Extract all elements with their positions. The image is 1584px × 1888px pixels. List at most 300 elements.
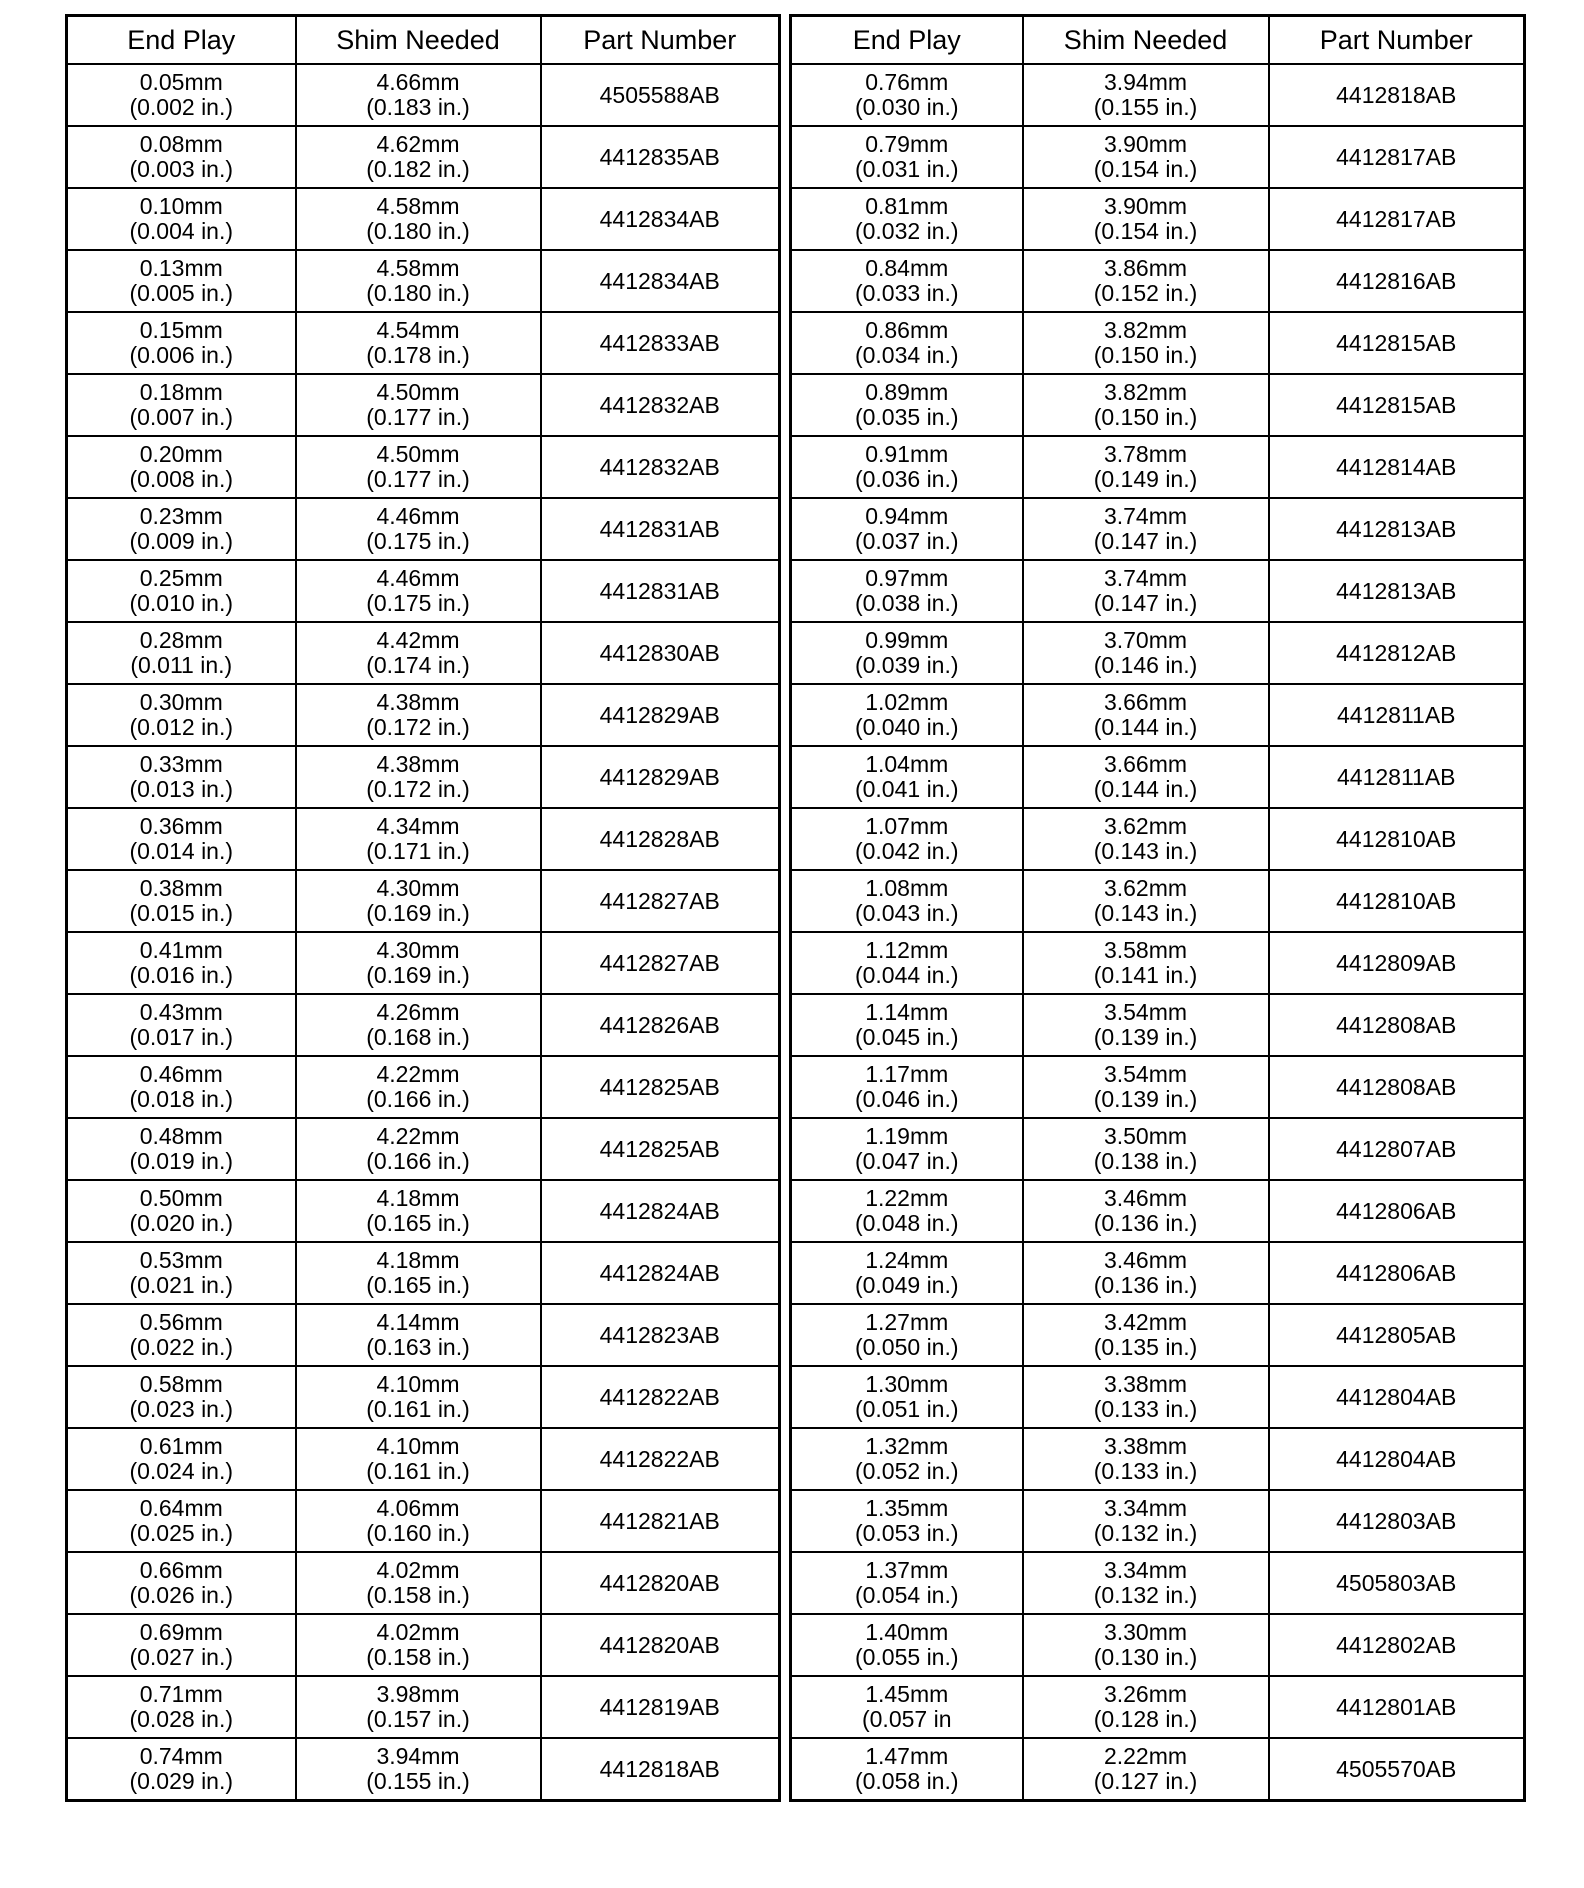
- end-play-in: (0.006 in.): [129, 342, 234, 368]
- shim-needed-in: (0.175 in.): [366, 590, 470, 616]
- end-play-in: (0.010 in.): [129, 590, 234, 616]
- shim-needed-mm: 3.94mm: [1103, 69, 1188, 95]
- end-play-in: (0.027 in.): [129, 1644, 234, 1670]
- end-play-cell: [791, 498, 1023, 560]
- shim-needed-cell: [296, 746, 541, 808]
- end-play-cell: [67, 436, 296, 498]
- table-row: [791, 994, 1525, 1056]
- end-play-mm: 0.48mm: [139, 1123, 223, 1149]
- shim-table-left: [65, 14, 781, 1802]
- shim-needed-cell: [296, 1614, 541, 1676]
- end-play-cell: [791, 64, 1023, 126]
- header-part-number: Part Number: [541, 16, 780, 65]
- end-play-cell: [67, 250, 296, 312]
- shim-needed-cell: [296, 1304, 541, 1366]
- table-row: [791, 312, 1525, 374]
- shim-needed-in: (0.130 in.): [1093, 1644, 1198, 1670]
- end-play-mm: 0.71mm: [139, 1681, 223, 1707]
- table-row: [67, 1490, 780, 1552]
- table-row: [67, 808, 780, 870]
- end-play-mm: 0.41mm: [139, 937, 223, 963]
- table-row: [67, 250, 780, 312]
- shim-needed-mm: 4.18mm: [376, 1247, 460, 1273]
- end-play-cell: [791, 870, 1023, 932]
- end-play-mm: 0.50mm: [139, 1185, 223, 1211]
- shim-needed-cell: [1023, 1118, 1269, 1180]
- end-play-cell: [791, 932, 1023, 994]
- end-play-mm: 1.02mm: [865, 689, 949, 715]
- end-play-mm: 0.38mm: [139, 875, 223, 901]
- end-play-cell: [67, 684, 296, 746]
- shim-needed-cell: [1023, 684, 1269, 746]
- end-play-mm: 0.23mm: [139, 503, 223, 529]
- shim-needed-in: (0.158 in.): [366, 1644, 470, 1670]
- end-play-in: (0.023 in.): [129, 1396, 234, 1422]
- end-play-mm: 0.79mm: [865, 131, 949, 157]
- shim-needed-mm: 3.78mm: [1103, 441, 1188, 467]
- part-number-cell: 4412801AB: [1269, 1676, 1525, 1738]
- end-play-mm: 0.43mm: [139, 999, 223, 1025]
- table-row: [67, 1366, 780, 1428]
- shim-needed-mm: 3.42mm: [1103, 1309, 1188, 1335]
- end-play-mm: 0.74mm: [139, 1743, 223, 1769]
- shim-needed-in: (0.144 in.): [1093, 776, 1198, 802]
- end-play-cell: [791, 1366, 1023, 1428]
- table-row: [791, 1676, 1525, 1738]
- shim-needed-cell: [1023, 1552, 1269, 1614]
- part-number-cell: 4412804AB: [1269, 1366, 1525, 1428]
- shim-needed-in: (0.177 in.): [366, 404, 470, 430]
- end-play-mm: 0.91mm: [865, 441, 949, 467]
- part-number-cell: 4412831AB: [541, 560, 780, 622]
- shim-needed-mm: 4.38mm: [376, 751, 460, 777]
- shim-needed-mm: 3.98mm: [376, 1681, 460, 1707]
- part-number-cell: 4412815AB: [1269, 312, 1525, 374]
- shim-needed-cell: [296, 312, 541, 374]
- end-play-cell: [67, 1738, 296, 1801]
- shim-needed-mm: 2.22mm: [1103, 1743, 1188, 1769]
- part-number-cell: 4412826AB: [541, 994, 780, 1056]
- table-row: [791, 126, 1525, 188]
- end-play-cell: [791, 622, 1023, 684]
- end-play-mm: 0.36mm: [139, 813, 223, 839]
- end-play-in: (0.038 in.): [854, 590, 959, 616]
- part-number-cell: 4505588AB: [541, 64, 780, 126]
- end-play-in: (0.016 in.): [129, 962, 234, 988]
- end-play-cell: [791, 1490, 1023, 1552]
- shim-needed-cell: [1023, 64, 1269, 126]
- end-play-in: (0.044 in.): [854, 962, 959, 988]
- shim-needed-mm: 3.34mm: [1103, 1495, 1188, 1521]
- end-play-cell: [67, 498, 296, 560]
- part-number-cell: 4412822AB: [541, 1366, 780, 1428]
- shim-needed-in: (0.154 in.): [1093, 156, 1198, 182]
- shim-needed-in: (0.157 in.): [366, 1706, 470, 1732]
- shim-needed-mm: 4.02mm: [376, 1557, 460, 1583]
- end-play-mm: 1.12mm: [865, 937, 949, 963]
- end-play-in: (0.031 in.): [854, 156, 959, 182]
- table-row: [791, 188, 1525, 250]
- table-row: [67, 312, 780, 374]
- table-row: [791, 374, 1525, 436]
- shim-needed-mm: 4.50mm: [376, 379, 460, 405]
- part-number-cell: 4412827AB: [541, 932, 780, 994]
- shim-needed-in: (0.139 in.): [1093, 1086, 1198, 1112]
- shim-needed-mm: 4.38mm: [376, 689, 460, 715]
- shim-needed-in: (0.154 in.): [1093, 218, 1198, 244]
- part-number-cell: 4412817AB: [1269, 188, 1525, 250]
- shim-needed-mm: 4.30mm: [376, 875, 460, 901]
- shim-needed-cell: [1023, 312, 1269, 374]
- end-play-mm: 0.25mm: [139, 565, 223, 591]
- shim-needed-in: (0.169 in.): [366, 900, 470, 926]
- shim-needed-mm: 4.22mm: [376, 1123, 460, 1149]
- shim-needed-cell: [296, 1490, 541, 1552]
- shim-needed-mm: 4.30mm: [376, 937, 460, 963]
- part-number-cell: 4412830AB: [541, 622, 780, 684]
- part-number-cell: 4412807AB: [1269, 1118, 1525, 1180]
- end-play-cell: [791, 374, 1023, 436]
- part-number-cell: 4412809AB: [1269, 932, 1525, 994]
- table-row: [67, 684, 780, 746]
- table-row: [791, 746, 1525, 808]
- end-play-in: (0.035 in.): [854, 404, 959, 430]
- shim-needed-mm: 4.58mm: [376, 255, 460, 281]
- shim-needed-in: (0.165 in.): [366, 1210, 470, 1236]
- table-row: [67, 1428, 780, 1490]
- shim-needed-mm: 4.66mm: [376, 69, 460, 95]
- table-row: [791, 1180, 1525, 1242]
- shim-needed-cell: [296, 808, 541, 870]
- shim-needed-cell: [296, 250, 541, 312]
- end-play-cell: [791, 684, 1023, 746]
- end-play-cell: [67, 1676, 296, 1738]
- part-number-cell: 4412822AB: [541, 1428, 780, 1490]
- shim-needed-cell: [1023, 808, 1269, 870]
- end-play-mm: 0.56mm: [139, 1309, 223, 1335]
- table-row: [791, 1242, 1525, 1304]
- end-play-mm: 1.35mm: [865, 1495, 949, 1521]
- shim-needed-cell: [296, 1428, 541, 1490]
- end-play-cell: [791, 188, 1023, 250]
- end-play-mm: 0.66mm: [139, 1557, 223, 1583]
- shim-needed-mm: 3.30mm: [1103, 1619, 1188, 1645]
- end-play-cell: [791, 1614, 1023, 1676]
- end-play-in: (0.055 in.): [854, 1644, 959, 1670]
- end-play-cell: [67, 1242, 296, 1304]
- end-play-mm: 0.10mm: [139, 193, 223, 219]
- end-play-mm: 0.69mm: [139, 1619, 223, 1645]
- end-play-in: (0.032 in.): [854, 218, 959, 244]
- table-row: [791, 1490, 1525, 1552]
- shim-needed-cell: [1023, 1490, 1269, 1552]
- table-row: [67, 1552, 780, 1614]
- shim-needed-in: (0.158 in.): [366, 1582, 470, 1608]
- shim-needed-mm: 4.54mm: [376, 317, 460, 343]
- part-number-cell: 4412810AB: [1269, 808, 1525, 870]
- table-row: [67, 622, 780, 684]
- table-row: [791, 1304, 1525, 1366]
- end-play-in: (0.042 in.): [854, 838, 959, 864]
- shim-needed-mm: 4.26mm: [376, 999, 460, 1025]
- shim-needed-cell: [296, 870, 541, 932]
- shim-needed-mm: 4.50mm: [376, 441, 460, 467]
- end-play-mm: 1.27mm: [865, 1309, 949, 1335]
- end-play-in: (0.045 in.): [854, 1024, 959, 1050]
- end-play-mm: 1.24mm: [865, 1247, 949, 1273]
- shim-needed-cell: [296, 436, 541, 498]
- end-play-cell: [67, 746, 296, 808]
- part-number-cell: 4412808AB: [1269, 994, 1525, 1056]
- part-number-cell: 4412806AB: [1269, 1242, 1525, 1304]
- shim-needed-cell: [296, 560, 541, 622]
- end-play-mm: 0.97mm: [865, 565, 949, 591]
- end-play-cell: [67, 994, 296, 1056]
- shim-needed-in: (0.161 in.): [366, 1458, 470, 1484]
- shim-needed-in: (0.127 in.): [1093, 1768, 1198, 1794]
- table-row: [67, 994, 780, 1056]
- shim-needed-in: (0.132 in.): [1093, 1520, 1198, 1546]
- end-play-mm: 1.04mm: [865, 751, 949, 777]
- end-play-cell: [67, 1490, 296, 1552]
- end-play-cell: [67, 374, 296, 436]
- shim-needed-mm: 3.86mm: [1103, 255, 1188, 281]
- header-shim-needed: Shim Needed: [296, 16, 541, 65]
- part-number-cell: 4412829AB: [541, 684, 780, 746]
- shim-needed-in: (0.163 in.): [366, 1334, 470, 1360]
- part-number-cell: 4412811AB: [1269, 684, 1525, 746]
- shim-needed-in: (0.166 in.): [366, 1086, 470, 1112]
- shim-needed-cell: [1023, 746, 1269, 808]
- table-row: [791, 498, 1525, 560]
- part-number-cell: 4412806AB: [1269, 1180, 1525, 1242]
- shim-needed-mm: 3.90mm: [1103, 193, 1188, 219]
- table-row: [791, 250, 1525, 312]
- end-play-cell: [791, 560, 1023, 622]
- table-row: [791, 1056, 1525, 1118]
- shim-needed-cell: [296, 498, 541, 560]
- shim-needed-in: (0.147 in.): [1093, 590, 1198, 616]
- table-row: [67, 1180, 780, 1242]
- shim-needed-mm: 4.18mm: [376, 1185, 460, 1211]
- end-play-cell: [791, 250, 1023, 312]
- part-number-cell: 4412811AB: [1269, 746, 1525, 808]
- table-row: [791, 436, 1525, 498]
- end-play-in: (0.040 in.): [854, 714, 959, 740]
- shim-needed-in: (0.155 in.): [1093, 94, 1198, 120]
- shim-needed-cell: [1023, 1676, 1269, 1738]
- part-number-cell: 4412814AB: [1269, 436, 1525, 498]
- table-row: [67, 932, 780, 994]
- shim-needed-mm: 3.70mm: [1103, 627, 1188, 653]
- end-play-cell: [791, 436, 1023, 498]
- shim-needed-in: (0.136 in.): [1093, 1210, 1198, 1236]
- end-play-in: (0.020 in.): [129, 1210, 234, 1236]
- end-play-in: (0.017 in.): [129, 1024, 234, 1050]
- end-play-in: (0.030 in.): [854, 94, 959, 120]
- shim-needed-cell: [1023, 188, 1269, 250]
- end-play-in: (0.021 in.): [129, 1272, 234, 1298]
- end-play-in: (0.039 in.): [854, 652, 959, 678]
- part-number-cell: 4412818AB: [1269, 64, 1525, 126]
- shim-needed-mm: 3.66mm: [1103, 751, 1188, 777]
- end-play-mm: 0.08mm: [139, 131, 223, 157]
- end-play-cell: [791, 312, 1023, 374]
- shim-needed-cell: [1023, 1056, 1269, 1118]
- end-play-in: (0.002 in.): [129, 94, 234, 120]
- shim-needed-in: (0.152 in.): [1093, 280, 1198, 306]
- table-row: [67, 1676, 780, 1738]
- table-row: [67, 1304, 780, 1366]
- shim-needed-mm: 4.10mm: [376, 1433, 460, 1459]
- table-row: [791, 1552, 1525, 1614]
- table-row: [791, 1118, 1525, 1180]
- end-play-mm: 0.86mm: [865, 317, 949, 343]
- table-row: [67, 126, 780, 188]
- end-play-cell: [791, 1242, 1023, 1304]
- table-row: [791, 932, 1525, 994]
- shim-needed-cell: [1023, 250, 1269, 312]
- table-row: [791, 870, 1525, 932]
- part-number-cell: 4412816AB: [1269, 250, 1525, 312]
- shim-needed-in: (0.180 in.): [366, 280, 470, 306]
- end-play-mm: 0.53mm: [139, 1247, 223, 1273]
- part-number-cell: 4412821AB: [541, 1490, 780, 1552]
- header-end-play: End Play: [67, 16, 296, 65]
- shim-needed-cell: [296, 1180, 541, 1242]
- end-play-cell: [791, 994, 1023, 1056]
- shim-needed-cell: [296, 1552, 541, 1614]
- shim-needed-cell: [296, 684, 541, 746]
- part-number-cell: 4412813AB: [1269, 498, 1525, 560]
- shim-needed-in: (0.180 in.): [366, 218, 470, 244]
- shim-needed-cell: [1023, 994, 1269, 1056]
- end-play-cell: [791, 1056, 1023, 1118]
- end-play-in: (0.005 in.): [129, 280, 234, 306]
- part-number-cell: 4412819AB: [541, 1676, 780, 1738]
- part-number-cell: 4412808AB: [1269, 1056, 1525, 1118]
- header-row: [791, 16, 1525, 65]
- end-play-cell: [791, 1304, 1023, 1366]
- end-play-in: (0.050 in.): [854, 1334, 959, 1360]
- end-play-mm: 1.17mm: [865, 1061, 949, 1087]
- end-play-cell: [791, 1428, 1023, 1490]
- shim-needed-in: (0.171 in.): [366, 838, 470, 864]
- end-play-in: (0.046 in.): [854, 1086, 959, 1112]
- shim-needed-in: (0.128 in.): [1093, 1706, 1198, 1732]
- shim-needed-mm: 3.54mm: [1103, 1061, 1188, 1087]
- shim-needed-mm: 4.14mm: [376, 1309, 460, 1335]
- end-play-mm: 0.89mm: [865, 379, 949, 405]
- shim-needed-in: (0.139 in.): [1093, 1024, 1198, 1050]
- part-number-cell: 4412803AB: [1269, 1490, 1525, 1552]
- shim-needed-mm: 3.66mm: [1103, 689, 1188, 715]
- part-number-cell: 4412832AB: [541, 374, 780, 436]
- end-play-mm: 1.47mm: [865, 1743, 949, 1769]
- end-play-in: (0.018 in.): [129, 1086, 234, 1112]
- part-number-cell: 4412834AB: [541, 250, 780, 312]
- shim-needed-mm: 3.46mm: [1103, 1247, 1188, 1273]
- part-number-cell: 4412802AB: [1269, 1614, 1525, 1676]
- end-play-mm: 0.94mm: [865, 503, 949, 529]
- part-number-cell: 4412829AB: [541, 746, 780, 808]
- shim-needed-in: (0.144 in.): [1093, 714, 1198, 740]
- shim-needed-mm: 3.62mm: [1103, 813, 1188, 839]
- end-play-in: (0.043 in.): [854, 900, 959, 926]
- end-play-in: (0.047 in.): [854, 1148, 959, 1174]
- shim-needed-cell: [1023, 1738, 1269, 1801]
- end-play-in: (0.007 in.): [129, 404, 234, 430]
- shim-needed-cell: [296, 126, 541, 188]
- shim-needed-mm: 3.38mm: [1103, 1371, 1188, 1397]
- end-play-in: (0.051 in.): [854, 1396, 959, 1422]
- shim-needed-mm: 4.62mm: [376, 131, 460, 157]
- table-row: [791, 1428, 1525, 1490]
- part-number-cell: 4412810AB: [1269, 870, 1525, 932]
- end-play-in: (0.025 in.): [129, 1520, 234, 1546]
- end-play-mm: 0.46mm: [139, 1061, 223, 1087]
- table-row: [67, 1242, 780, 1304]
- shim-needed-cell: [1023, 1366, 1269, 1428]
- shim-needed-mm: 3.82mm: [1103, 317, 1188, 343]
- part-number-cell: 4412815AB: [1269, 374, 1525, 436]
- end-play-cell: [67, 1180, 296, 1242]
- end-play-in: (0.012 in.): [129, 714, 234, 740]
- shim-chart: [65, 14, 1523, 1828]
- end-play-cell: [67, 64, 296, 126]
- shim-needed-mm: 4.10mm: [376, 1371, 460, 1397]
- end-play-in: (0.036 in.): [854, 466, 959, 492]
- part-number-cell: 4412824AB: [541, 1242, 780, 1304]
- end-play-mm: 0.81mm: [865, 193, 949, 219]
- part-number-cell: 4505803AB: [1269, 1552, 1525, 1614]
- shim-needed-cell: [296, 374, 541, 436]
- table-row: [67, 1056, 780, 1118]
- end-play-in: (0.028 in.): [129, 1706, 234, 1732]
- shim-needed-in: (0.182 in.): [366, 156, 470, 182]
- end-play-in: (0.011 in.): [130, 652, 233, 678]
- end-play-in: (0.026 in.): [129, 1582, 234, 1608]
- header-end-play: End Play: [791, 16, 1023, 65]
- end-play-cell: [791, 1552, 1023, 1614]
- end-play-in: (0.033 in.): [854, 280, 959, 306]
- end-play-mm: 0.33mm: [139, 751, 223, 777]
- shim-needed-in: (0.174 in.): [366, 652, 470, 678]
- part-number-cell: 4412805AB: [1269, 1304, 1525, 1366]
- end-play-cell: [67, 1056, 296, 1118]
- end-play-cell: [67, 932, 296, 994]
- shim-needed-mm: 4.46mm: [376, 503, 460, 529]
- end-play-mm: 0.99mm: [865, 627, 949, 653]
- end-play-in: (0.049 in.): [854, 1272, 959, 1298]
- end-play-mm: 1.40mm: [865, 1619, 949, 1645]
- shim-needed-in: (0.165 in.): [366, 1272, 470, 1298]
- end-play-in: (0.029 in.): [129, 1768, 234, 1794]
- shim-needed-cell: [296, 932, 541, 994]
- end-play-in: (0.003 in.): [129, 156, 234, 182]
- part-number-cell: 4412813AB: [1269, 560, 1525, 622]
- part-number-cell: 4412824AB: [541, 1180, 780, 1242]
- shim-needed-mm: 3.26mm: [1103, 1681, 1188, 1707]
- end-play-in: (0.019 in.): [129, 1148, 234, 1174]
- end-play-in: (0.013 in.): [129, 776, 234, 802]
- shim-needed-mm: 4.22mm: [376, 1061, 460, 1087]
- end-play-mm: 1.37mm: [865, 1557, 949, 1583]
- end-play-mm: 0.15mm: [139, 317, 223, 343]
- shim-needed-cell: [1023, 1614, 1269, 1676]
- table-row: [67, 1118, 780, 1180]
- header-row: [67, 16, 780, 65]
